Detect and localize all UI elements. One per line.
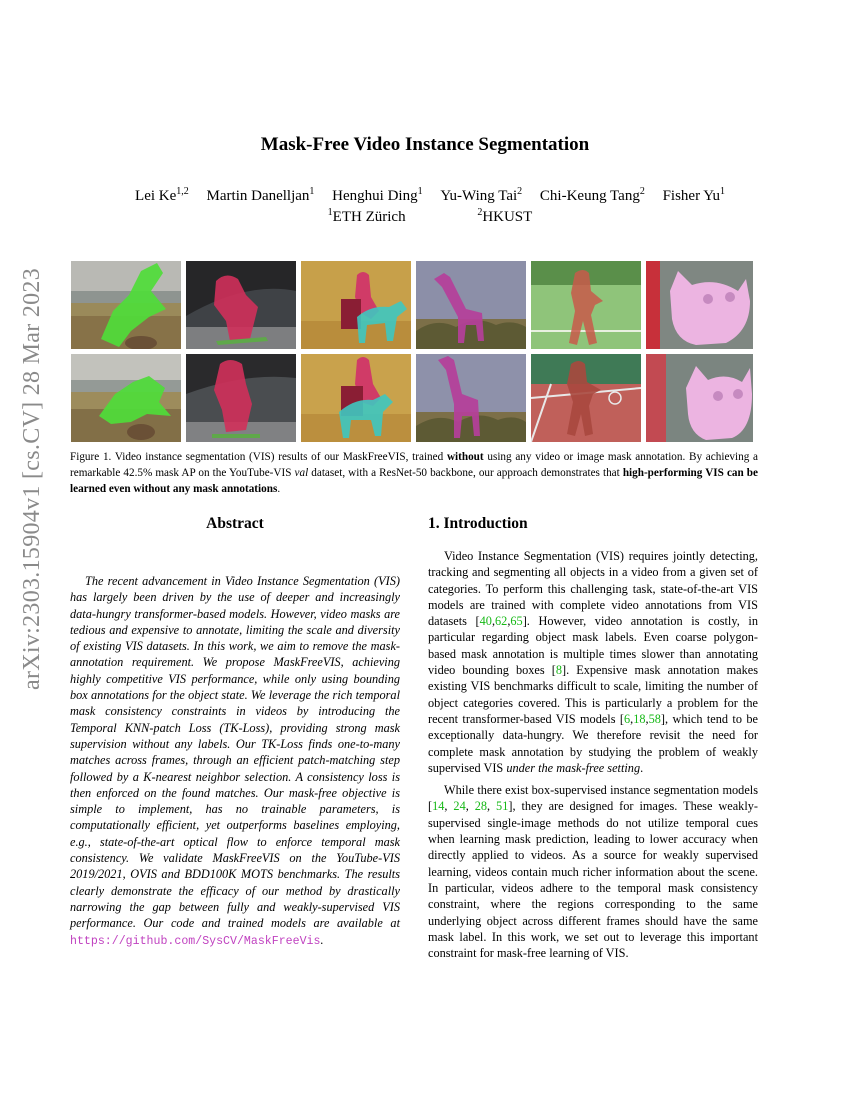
abstract-section <box>70 515 400 962</box>
introduction-section <box>428 515 758 961</box>
affiliation: $^1$ETH Zürich <box>327 207 406 225</box>
figure-1 <box>71 261 753 442</box>
skateboarder-frame-1 <box>186 261 296 349</box>
horse-frame-2 <box>301 354 411 442</box>
intro-paragraph-1: Video Instance Segmentation (VIS) requires jointly detecting, tracking and segmenting all objects in a video from a given set of categories. To perform this challenging task, state-of-the-art VIS models are trained with complete video annotations from VIS datasets [40,62,65]. However, video annotation is costly, in particular regarding object mask labels. Even coarse polygon-based mask annotation is multiple times slower than annotating video bounding boxes [8]. Expensive mask annotation makes existing VIS benchmarks difficult to scale, limiting the number of object categories covered. This is particularly a problem for the recent transformer-based VIS models [6,18,58], which tend to be exceptionally data-hungry. We therefore revisit the need for complete mask annotation by studying the problem of weakly supervised VIS under the mask-free setting. <box>428 549 758 775</box>
affiliations <box>70 209 790 226</box>
skateboarder-frame-2 <box>186 354 296 442</box>
cat-frame-1 <box>646 261 753 349</box>
giraffe-frame-2 <box>416 354 526 442</box>
citation[interactable]: 51 <box>496 799 509 814</box>
affiliation: $^2$HKUST <box>477 207 533 225</box>
arxiv-stamp <box>8 267 48 690</box>
citation[interactable]: 65 <box>510 614 523 629</box>
citation[interactable]: 6 <box>623 711 631 726</box>
giraffe-frame-1 <box>416 261 526 349</box>
abstract-body: The recent advancement in Video Instance Segmentation (VIS) has largely been driven by the use of deeper and increasingly data-hungry transformer-based models. However, video masks are tedious and expensive to annotate, limiting the scale and diversity of existing VIS datasets. In this work, we aim to remove the mask-annotation requirement. We propose MaskFreeVIS, achieving highly competitive VIS performance, while only using bounding box annotations for the object state. We leverage the rich temporal mask consistency constraints in videos by introducing the Temporal KNN-patch Loss (TK-Loss), providing strong mask supervision without any labels. Our TK-Loss finds one-to-many matches across frames, through an efficient patch-matching step followed by a K-nearest neighbor selection. A consistency loss is then enforced on the found matches. Our mask-free objective is simple to implement, has no trainable parameters, is computationally efficient, yet outperforms baselines employing, e.g., state-of-the-art optical flow to enforce temporal mask consistency. We validate MaskFreeVIS on the YouTube-VIS 2019/2021, OVIS and BDD100K MOTS benchmarks. The results clearly demonstrate the efficacy of our method by drastically narrowing the gap between fully and weakly-supervised VIS performance. Our code and trained models are available at https://github.com/SysCV/MaskFreeVis. <box>70 574 400 948</box>
intro-paragraph-2: While there exist box-supervised instance segmentation models [14, 24, 28, 51], they are designed for images. These weakly-supervised single-image methods do not utilize temporal cues when learning mask prediction, leading to lower accuracy when directly applied to videos. As a source for weakly supervised learning, videos contain much richer information about the scene. In particular, videos adhere to the temporal mask consistency constraint, where the regions corresponding to the same underlying object across different frames should have the same mask label. In this work, we set out to leverage this important constraint for mask-free learning of VIS. <box>428 783 758 961</box>
author: Yu-Wing Tai$^2$ <box>440 186 523 204</box>
cat-frame-2 <box>646 354 753 442</box>
author-list <box>70 188 790 205</box>
tennis-frame-2 <box>531 354 641 442</box>
arxiv-id: arXiv:2303.15904v1 [cs.CV] 28 Mar 2023 <box>19 267 45 690</box>
author: Henghui Ding$^1$ <box>332 186 423 204</box>
citation[interactable]: 18 <box>633 711 646 726</box>
bird-frame-2 <box>71 354 181 442</box>
tennis-frame-1 <box>531 261 641 349</box>
author: Lei Ke$^{1,2}$ <box>135 186 189 204</box>
github-link[interactable]: https://github.com/SysCV/MaskFreeVis <box>70 934 321 948</box>
figure-caption: Figure 1. Video instance segmentation (VIS) results of our MaskFreeVIS, trained without using any video or image mask annotation. By achieving a remarkable 42.5% mask AP on the YouTube-VIS val dataset, with a ResNet-50 backbone, our approach demonstrates that high-performing VIS can be learned even without any mask annotations. <box>70 451 758 495</box>
horse-frame-1 <box>301 261 411 349</box>
paper-title: Mask-Free Video Instance Segmentation <box>260 134 590 155</box>
introduction-heading: 1. Introduction <box>428 515 528 532</box>
citation[interactable]: 58 <box>648 711 661 726</box>
author: Chi-Keung Tang$^2$ <box>539 186 645 204</box>
author: Martin Danelljan$^1$ <box>206 186 315 204</box>
bird-frame-1 <box>71 261 181 349</box>
citation[interactable]: 14 <box>432 799 445 814</box>
citation[interactable]: 24 <box>453 799 466 814</box>
citation[interactable]: 62 <box>495 614 508 629</box>
author: Fisher Yu$^1$ <box>662 186 725 204</box>
abstract-heading: Abstract <box>206 515 264 532</box>
citation[interactable]: 8 <box>555 663 562 678</box>
citation[interactable]: 28 <box>474 799 488 814</box>
citation[interactable]: 40 <box>479 614 492 629</box>
